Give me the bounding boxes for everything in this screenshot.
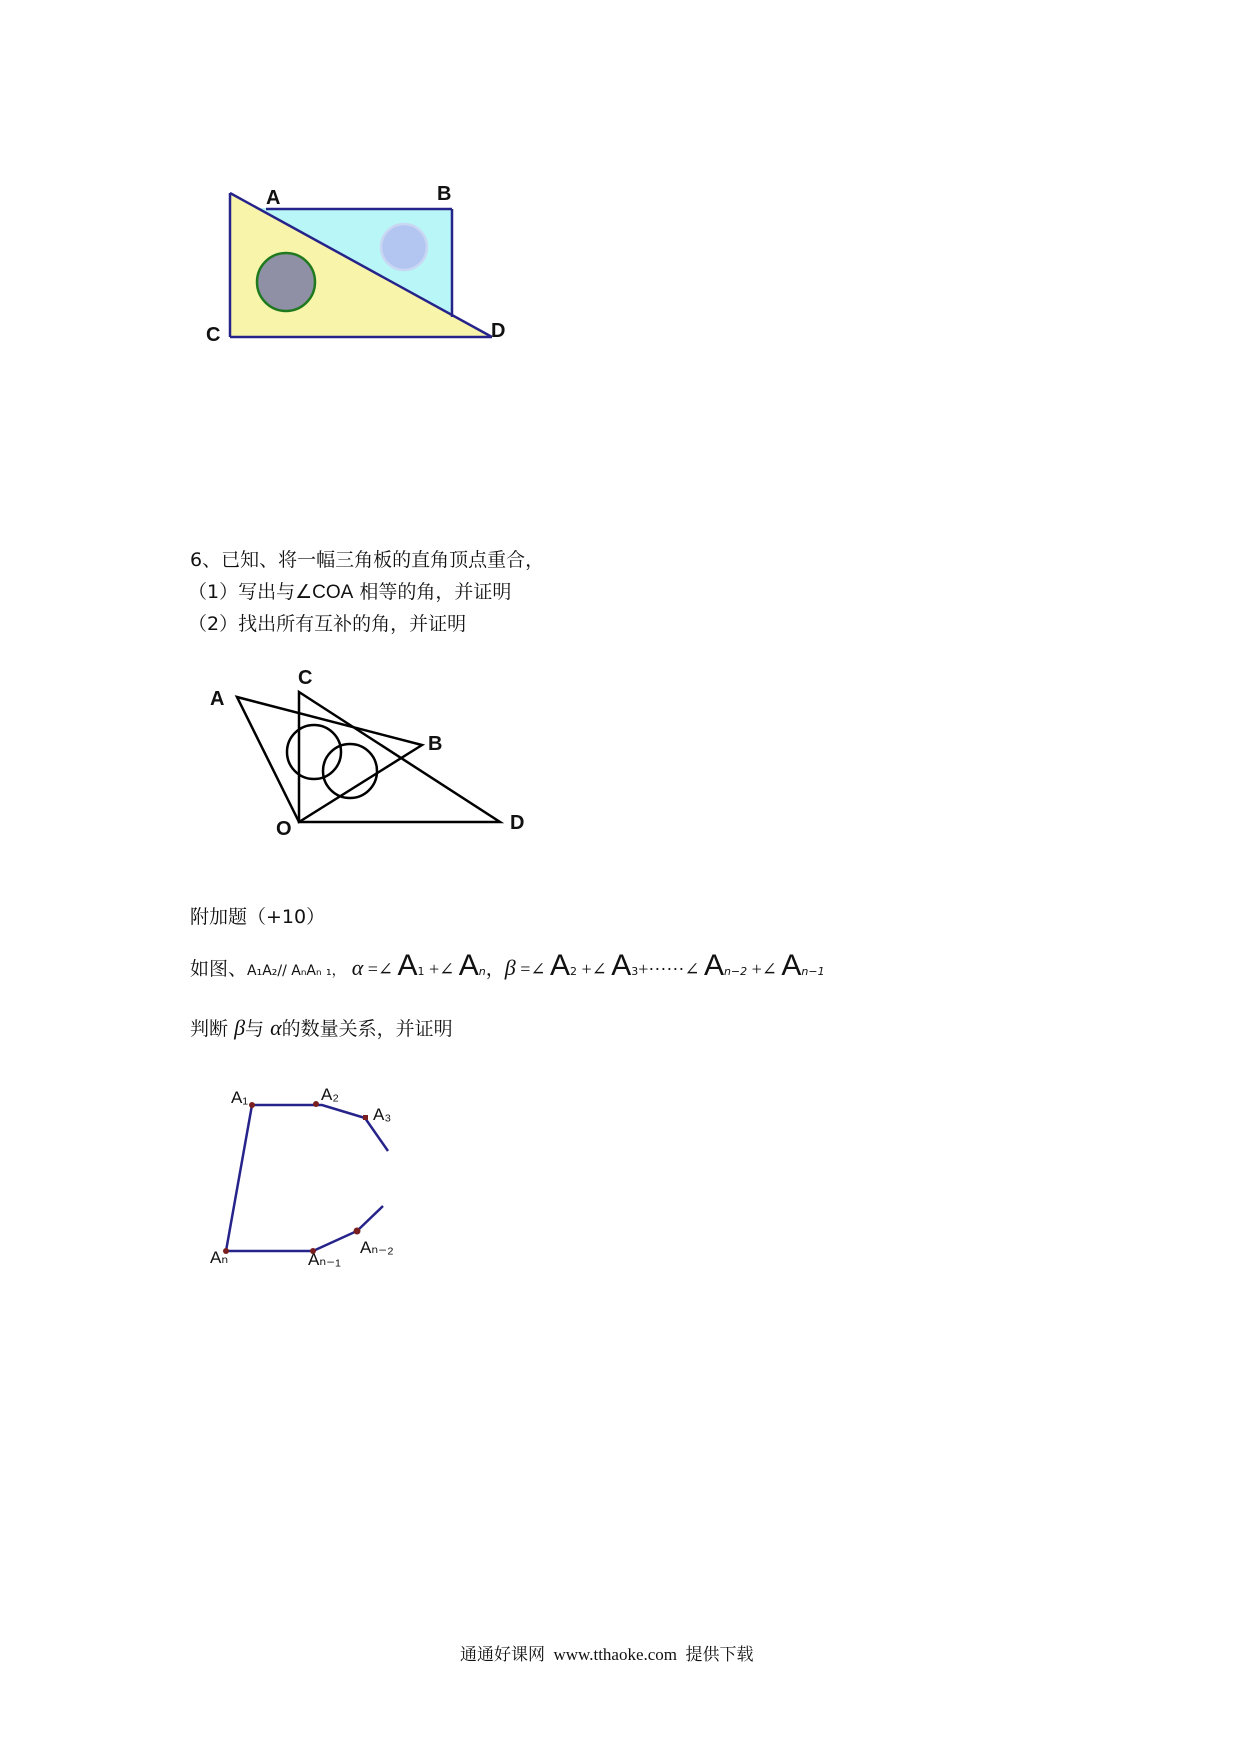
fig2-label-c: C xyxy=(298,667,313,689)
angle-a1: A xyxy=(397,949,418,982)
formula-plus-3: +∠ xyxy=(747,959,782,979)
alpha-symbol-2: α xyxy=(270,1015,282,1040)
fig2-label-a: A xyxy=(210,688,225,710)
angle-a2: A xyxy=(549,949,570,982)
point-a2 xyxy=(313,1101,319,1107)
formula-dots: +······∠ xyxy=(638,959,704,979)
fig1-label-c: C xyxy=(206,324,221,346)
angle-a3: A xyxy=(611,949,632,982)
figure-polygonal-chain xyxy=(0,1080,1240,1280)
sub-n-minus-1: n−1 xyxy=(801,965,825,978)
question6-stem: 6、已知、将一幅三角板的直角顶点重合， xyxy=(190,549,545,571)
angle-an-minus-2: A xyxy=(703,949,724,982)
triangle-aob xyxy=(237,697,422,822)
bonus-formula-line xyxy=(190,946,825,986)
point-a1 xyxy=(249,1102,255,1108)
fig2-label-d: D xyxy=(510,812,525,834)
fig3-label-a1: A₁ xyxy=(231,1088,249,1107)
sub-n-minus-2: n−2 xyxy=(723,965,748,978)
formula-parallel: A₁A₂// AₙAₙ ₁， xyxy=(247,963,346,979)
judge-mid: 与 xyxy=(245,1018,265,1040)
figure-set-squares xyxy=(0,640,1240,860)
judge-pre: 判断 xyxy=(190,1018,229,1040)
question6-part2: （2）找出所有互补的角，并证明 xyxy=(188,613,467,635)
formula-plus-1: +∠ xyxy=(424,959,459,979)
bonus-title: 附加题（+10） xyxy=(190,906,326,928)
fig3-label-an-1: Aₙ₋₁ xyxy=(308,1250,341,1269)
page-footer: 通通好课网 www.tthaoke.com 提供下载 xyxy=(460,1645,754,1664)
fig1-label-d: D xyxy=(491,320,506,342)
sub-2: 2 xyxy=(569,965,577,978)
figure-rectangle-triangle xyxy=(0,0,1240,400)
part1-pre: （1）写出与 xyxy=(188,581,296,603)
fig3-label-an-2: Aₙ₋₂ xyxy=(360,1238,394,1257)
formula-eq-1: =∠ xyxy=(363,959,398,979)
angle-an: A xyxy=(458,949,479,982)
part1-angle: ∠COA xyxy=(295,582,354,603)
judge-post: 的数量关系，并证明 xyxy=(281,1018,453,1040)
fig3-label-a2: A₂ xyxy=(321,1085,339,1104)
sub-3: 3 xyxy=(631,965,639,978)
fig3-label-a3: A₃ xyxy=(373,1105,392,1124)
sub-n: n xyxy=(478,965,486,978)
question6-part1 xyxy=(188,580,511,605)
part1-post: 相等的角，并证明 xyxy=(353,581,512,603)
chain-upper xyxy=(226,1105,388,1251)
fig1-label-b: B xyxy=(437,183,452,205)
light-circle xyxy=(381,224,427,270)
formula-prefix: 如图、 xyxy=(190,958,248,980)
point-an-2 xyxy=(354,1228,361,1235)
formula-eq-2: =∠ xyxy=(515,959,550,979)
fig1-label-a: A xyxy=(266,187,281,209)
fig2-label-o: O xyxy=(276,818,292,840)
alpha-symbol: α xyxy=(351,955,364,980)
angle-arc-circle-1 xyxy=(287,725,341,779)
formula-plus-2: +∠ xyxy=(576,959,612,979)
sub-1: 1 xyxy=(417,965,425,978)
beta-symbol: β xyxy=(504,955,516,980)
angle-an-minus-1: A xyxy=(781,949,802,982)
fig2-label-b: B xyxy=(428,733,443,755)
point-a3 xyxy=(363,1115,368,1120)
bonus-question-line xyxy=(190,1016,453,1041)
beta-symbol-2: β xyxy=(234,1015,246,1040)
formula-comma: ， xyxy=(485,958,505,980)
dark-circle xyxy=(257,253,315,311)
fig3-label-an: Aₙ xyxy=(210,1248,229,1267)
